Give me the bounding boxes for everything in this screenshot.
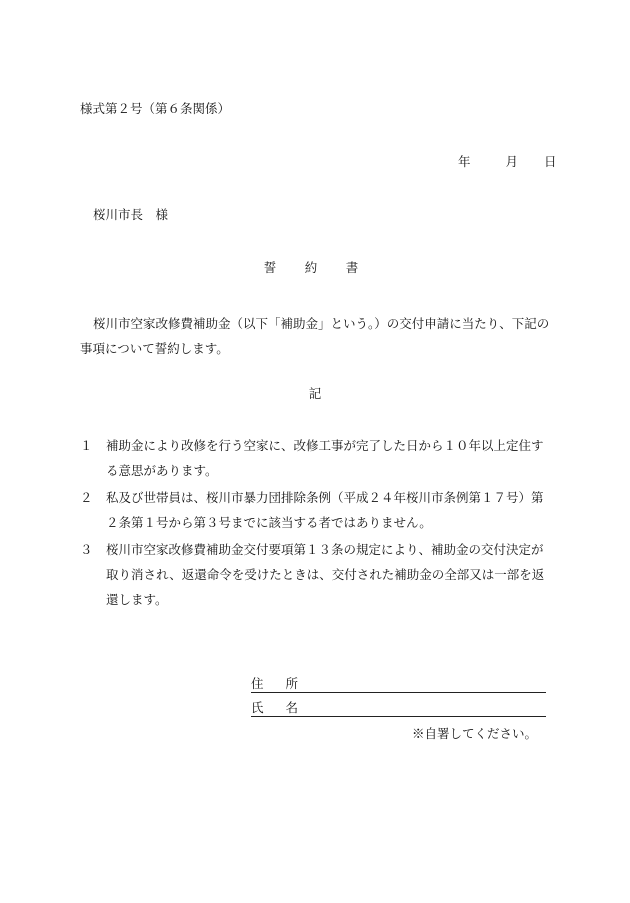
ki-heading: 記 <box>308 386 322 401</box>
signature-note: ※自署してください。 <box>412 726 538 741</box>
form-number: 様式第２号（第６条関係） <box>80 101 231 116</box>
pledge-text: 桜川市空家改修費補助金交付要項第１３条の規定により、補助金の交付決定が取り消され、返還命令を受けたときは、交付された補助金の全部又は一部を返還します。 <box>106 542 545 607</box>
pledge-number: ３ <box>80 542 93 557</box>
addressee: 桜川市長 様 <box>93 207 169 222</box>
pledge-number: ２ <box>80 490 93 505</box>
date-day: 日 <box>544 154 557 169</box>
pledge-number: １ <box>80 438 93 453</box>
pledge-list <box>80 433 552 614</box>
pledge-item-1 <box>80 433 552 483</box>
date-line <box>458 152 557 170</box>
date-month: 月 <box>505 154 519 169</box>
intro-paragraph: 桜川市空家改修費補助金（以下「補助金」という。）の交付申請に当たり、下記の事項について誓約します。 <box>80 316 550 356</box>
date-year: 年 <box>458 154 471 169</box>
pledge-item-3 <box>80 537 552 612</box>
document-title: 誓 約 書 <box>263 260 367 275</box>
address-label: 住所 <box>251 676 321 691</box>
pledge-text: 私及び世帯員は、桜川市暴力団排除条例（平成２４年桜川市条例第１７号）第２条第１号から第３号までに該当する者ではありません。 <box>106 490 544 530</box>
name-label: 氏名 <box>251 700 321 715</box>
address-field[interactable] <box>251 674 546 693</box>
name-field[interactable] <box>251 698 546 717</box>
pledge-item-2 <box>80 485 552 535</box>
pledge-text: 補助金により改修を行う空家に、改修工事が完了した日から１０年以上定住する意思があります。 <box>106 438 544 478</box>
